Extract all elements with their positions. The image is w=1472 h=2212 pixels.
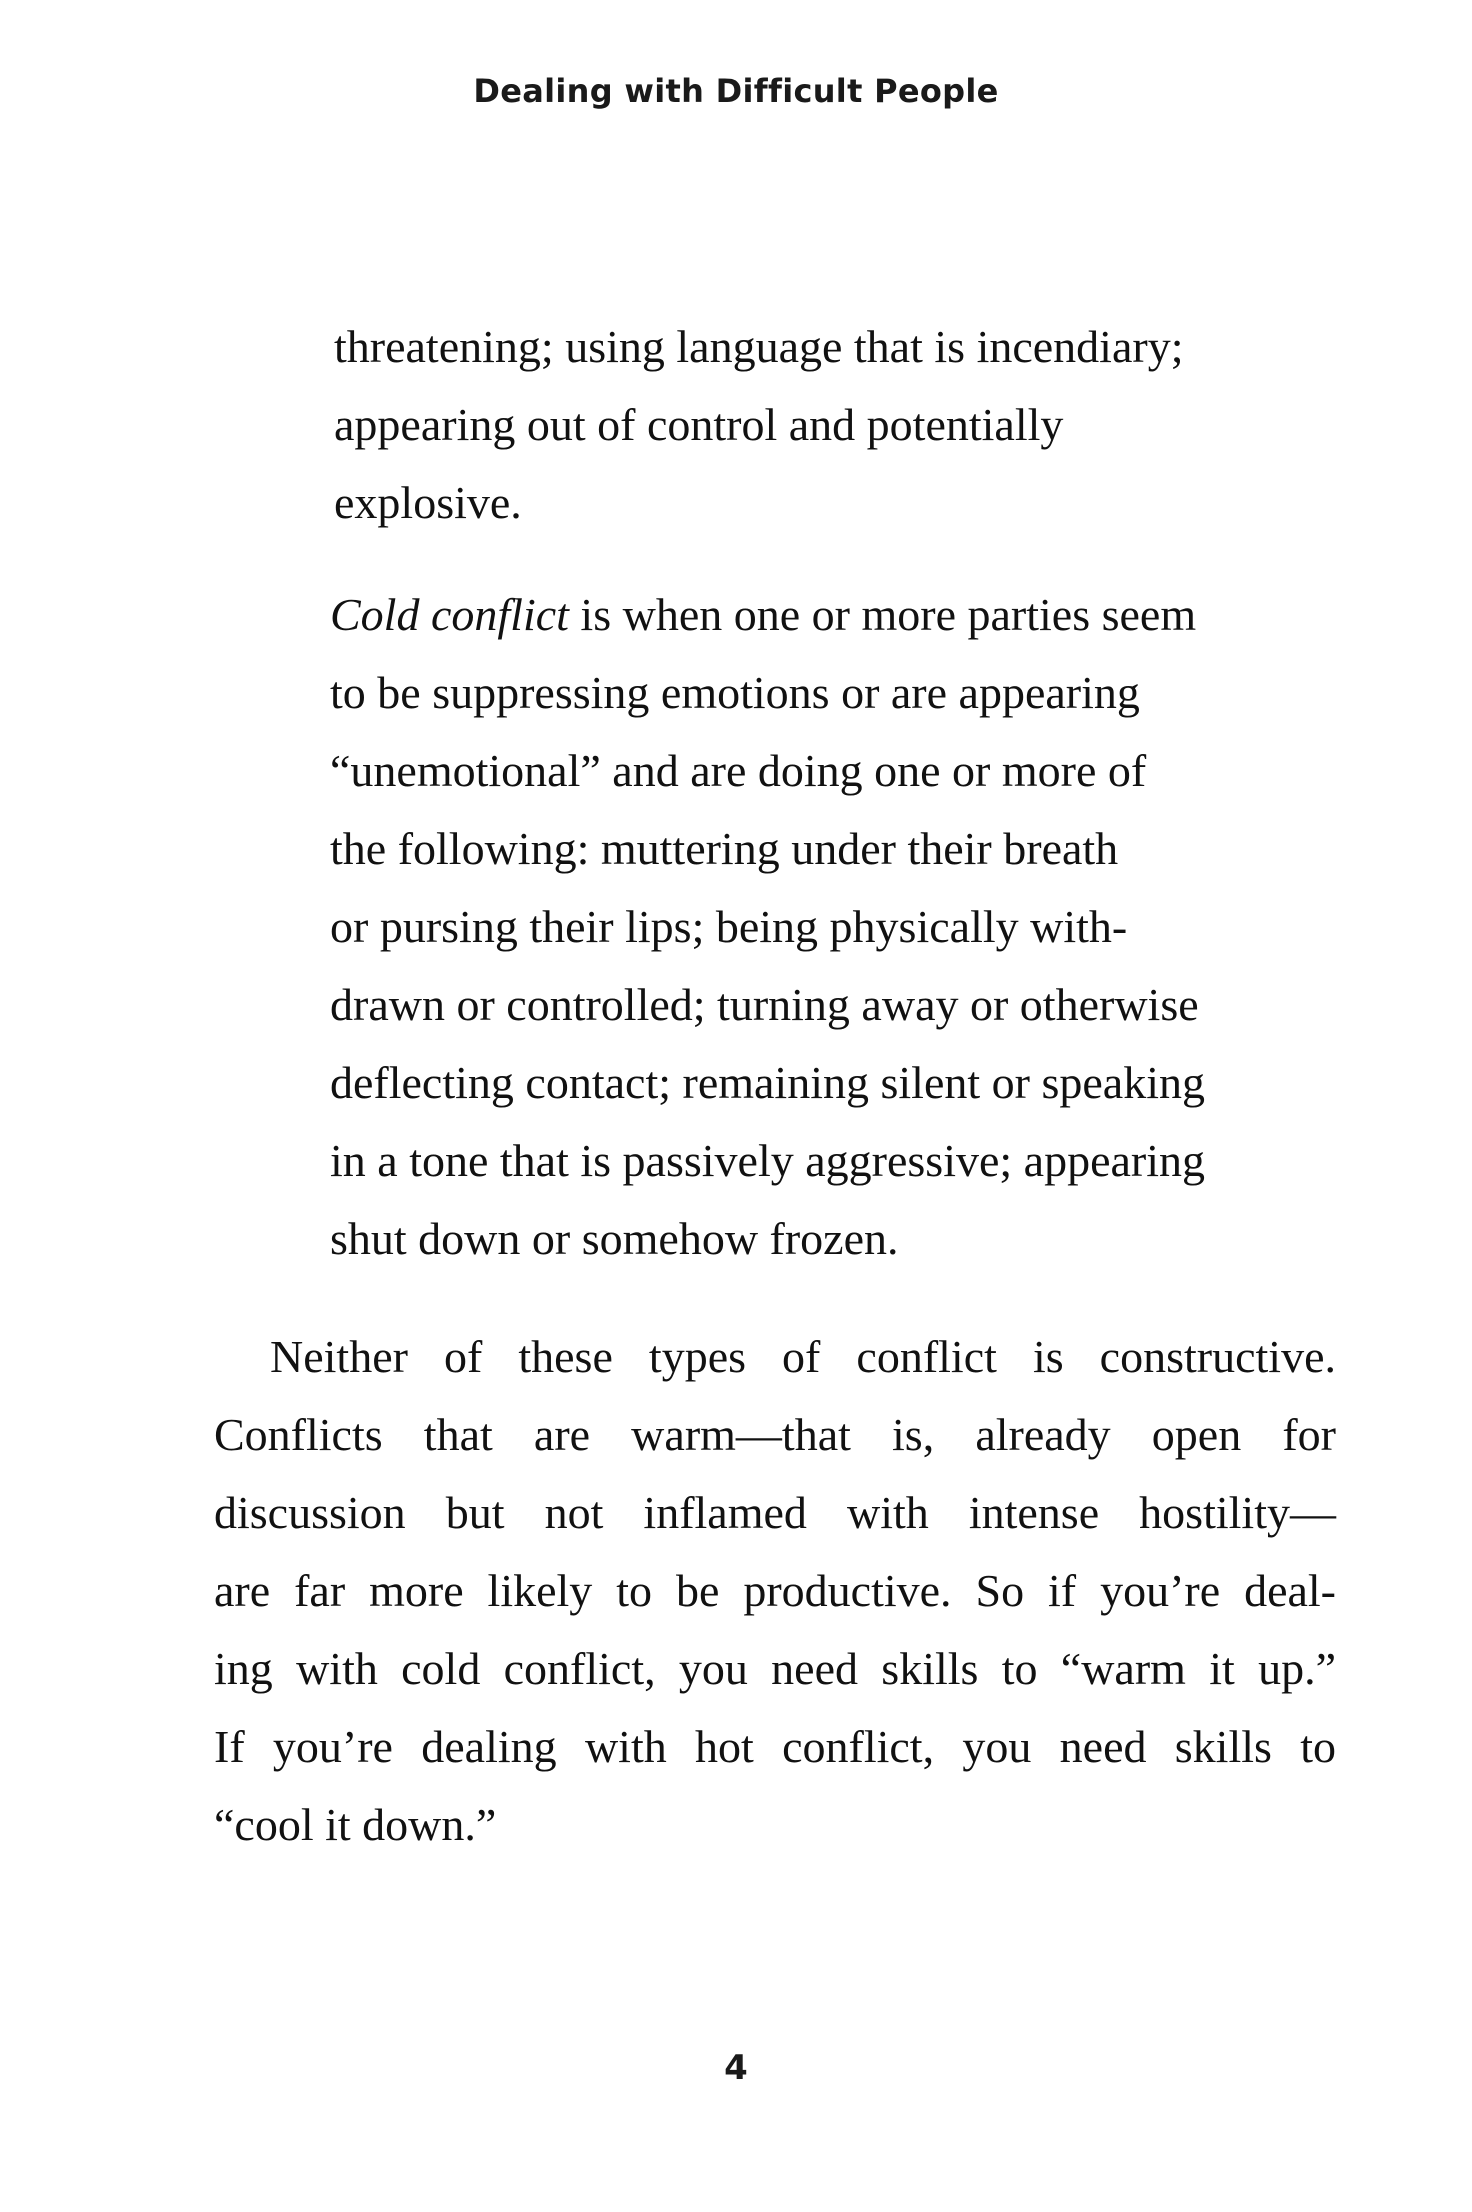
text-run: is when one or more parties seem (568, 589, 1197, 640)
text-line: discussion but not inflamed with intense hostility— (214, 1487, 1336, 1538)
running-head: Dealing with Difficult People (473, 72, 999, 110)
text-line: deflecting contact; remaining silent or speaking (330, 1057, 1205, 1108)
text-line: drawn or controlled; turning away or otherwise (330, 979, 1199, 1030)
text-line: Conflicts that are warm—that is, already open for (214, 1409, 1336, 1460)
term-cold-conflict: Cold conflict (330, 589, 569, 640)
text-line: the following: muttering under their breath (330, 823, 1119, 874)
text-line: appearing out of control and potentially (334, 399, 1064, 450)
text-line: or pursing their lips; being physically with- (330, 901, 1128, 952)
text-line: ing with cold conflict, you need skills to “warm it up.” (214, 1643, 1336, 1694)
indented-paragraph-cold-conflict (330, 576, 1340, 1278)
text-line: threatening; using language that is incendiary; (334, 321, 1184, 372)
text-line: Neither of these types of conflict is constructive. (270, 1331, 1336, 1382)
text-line: explosive. (334, 477, 522, 528)
text-line: “unemotional” and are doing one or more of (330, 745, 1147, 796)
body-paragraph-conclusion (214, 1318, 1336, 1864)
page-number: 4 (724, 2048, 748, 2088)
text-line: in a tone that is passively aggressive; appearing (330, 1135, 1206, 1186)
text-line: “cool it down.” (214, 1799, 497, 1850)
text-line: shut down or somehow frozen. (330, 1213, 899, 1264)
text-line: to be suppressing emotions or are appearing (330, 667, 1140, 718)
indented-paragraph-hot-conflict-end (334, 308, 1344, 542)
text-line (330, 576, 1340, 654)
text-line: If you’re dealing with hot conflict, you need skills to (214, 1721, 1336, 1772)
text-line: are far more likely to be productive. So if you’re deal- (214, 1565, 1336, 1616)
